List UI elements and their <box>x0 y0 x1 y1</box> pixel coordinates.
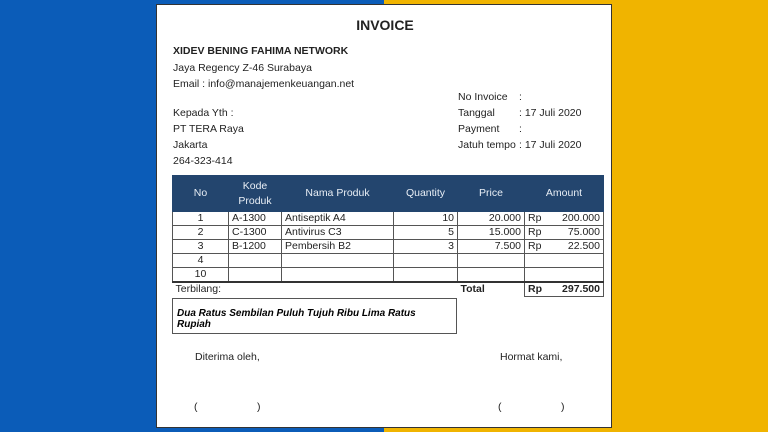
signature-paren: ( <box>498 401 502 413</box>
table-row <box>173 268 604 283</box>
total-currency: Rp <box>525 282 549 297</box>
invoice-document <box>156 4 612 428</box>
total-row <box>173 282 604 297</box>
meta-label: Jatuh tempo <box>458 139 516 151</box>
table-row <box>173 240 604 254</box>
meta-value: : <box>519 123 522 135</box>
cell-price: 7.500 <box>458 240 525 254</box>
invoice-title: INVOICE <box>356 17 414 33</box>
cell-amount <box>549 268 604 283</box>
table-header <box>173 176 604 212</box>
received-label: Diterima oleh, <box>195 351 260 363</box>
cell-qty <box>394 268 458 283</box>
items-table <box>172 175 604 297</box>
table-row <box>173 212 604 226</box>
signature-paren: ( <box>194 401 198 413</box>
meta-value: : 17 Juli 2020 <box>519 139 582 151</box>
header-price: Price <box>458 176 525 212</box>
recipient-city: Jakarta <box>173 139 208 151</box>
cell-price <box>458 254 525 268</box>
table-row <box>173 254 604 268</box>
meta-value: : 17 Juli 2020 <box>519 107 582 119</box>
cell-qty: 3 <box>394 240 458 254</box>
meta-label: Payment <box>458 123 500 135</box>
cell-no: 4 <box>173 254 229 268</box>
cell-cur: Rp <box>525 212 549 226</box>
header-kode: Kode Produk <box>229 176 282 212</box>
company-address: Jaya Regency Z-46 Surabaya <box>173 62 312 74</box>
cell-cur <box>525 254 549 268</box>
cell-price: 20.000 <box>458 212 525 226</box>
cell-qty: 10 <box>394 212 458 226</box>
recipient-label: Kepada Yth : <box>173 107 234 119</box>
recipient-phone: 264-323-414 <box>173 155 233 167</box>
meta-value: : <box>519 91 522 103</box>
cell-kode: B-1200 <box>229 240 282 254</box>
cell-kode <box>229 254 282 268</box>
cell-nama: Antiseptik A4 <box>282 212 394 226</box>
cell-no: 3 <box>173 240 229 254</box>
cell-nama <box>282 254 394 268</box>
cell-nama: Pembersih B2 <box>282 240 394 254</box>
header-no: No <box>173 176 229 212</box>
cell-amount: 22.500 <box>549 240 604 254</box>
company-email: Email : info@manajemenkeuangan.net <box>173 78 355 90</box>
cell-kode: C-1300 <box>229 226 282 240</box>
terbilang-label: Terbilang: <box>173 282 458 297</box>
total-value: 297.500 <box>549 282 604 297</box>
cell-amount: 75.000 <box>549 226 604 240</box>
cell-price <box>458 268 525 283</box>
cell-cur <box>525 268 549 283</box>
cell-nama: Antivirus C3 <box>282 226 394 240</box>
cell-cur: Rp <box>525 240 549 254</box>
regards-label: Hormat kami, <box>500 351 563 363</box>
cell-qty <box>394 254 458 268</box>
cell-amount: 200.000 <box>549 212 604 226</box>
table-row <box>173 226 604 240</box>
header-amount: Amount <box>525 176 604 212</box>
header-quantity: Quantity <box>394 176 458 212</box>
company-name: XIDEV BENING FAHIMA NETWORK <box>173 45 349 57</box>
cell-no: 1 <box>173 212 229 226</box>
total-label: Total <box>458 282 525 297</box>
cell-nama <box>282 268 394 283</box>
cell-cur: Rp <box>525 226 549 240</box>
cell-qty: 5 <box>394 226 458 240</box>
meta-label: Tanggal <box>458 107 495 119</box>
cell-kode: A-1300 <box>229 212 282 226</box>
recipient-name: PT TERA Raya <box>173 123 244 135</box>
terbilang-box: Dua Ratus Sembilan Puluh Tujuh Ribu Lima Ratus Rupiah <box>172 298 457 334</box>
cell-price: 15.000 <box>458 226 525 240</box>
cell-no: 10 <box>173 268 229 283</box>
signature-paren: ) <box>561 401 565 413</box>
signature-paren: ) <box>257 401 261 413</box>
header-nama: Nama Produk <box>282 176 394 212</box>
meta-label: No Invoice <box>458 91 508 103</box>
cell-amount <box>549 254 604 268</box>
cell-no: 2 <box>173 226 229 240</box>
cell-kode <box>229 268 282 283</box>
